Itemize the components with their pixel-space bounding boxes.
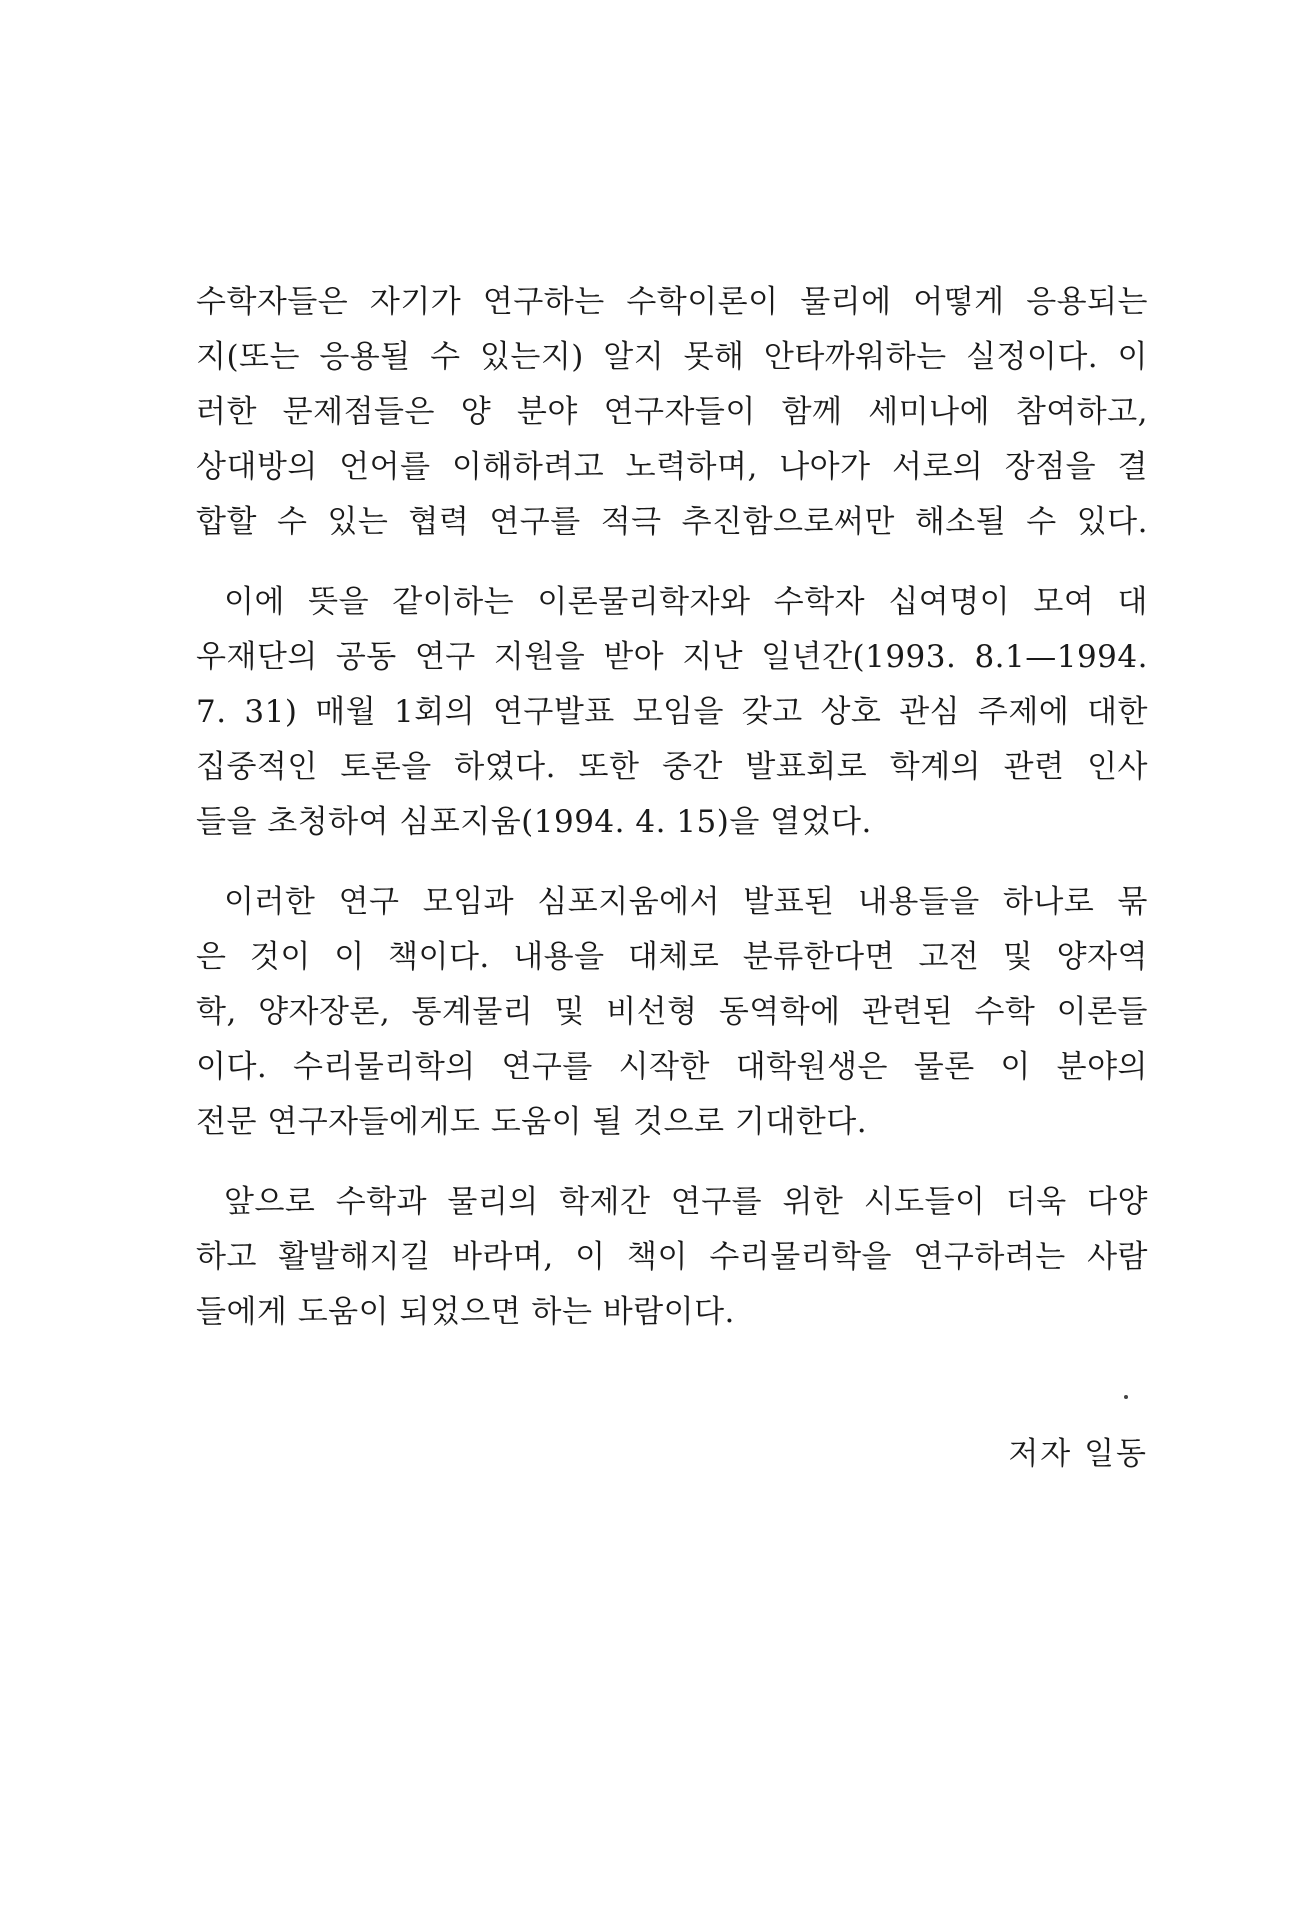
paragraph-1: [196, 275, 1148, 550]
paragraph-2: [196, 575, 1148, 850]
scan-speck: [1124, 1395, 1128, 1399]
text-line: 지(또는 응용될 수 있는지) 알지 못해 안타까워하는 실정이다. 이: [196, 339, 1148, 375]
text-line: 7. 31) 매월 1회의 연구발표 모임을 갖고 상호 관심 주제에 대한: [196, 694, 1148, 730]
text-line: 러한 문제점들은 양 분야 연구자들이 함께 세미나에 참여하고,: [196, 394, 1148, 430]
text-line: 상대방의 언어를 이해하려고 노력하며, 나아가 서로의 장점을 결: [196, 449, 1148, 485]
text-line: 전문 연구자들에게도 도움이 될 것으로 기대한다.: [196, 1104, 868, 1140]
text-line: 이에 뜻을 같이하는 이론물리학자와 수학자 십여명이 모여 대: [224, 584, 1148, 620]
text-line: 이러한 연구 모임과 심포지움에서 발표된 내용들을 하나로 묶: [224, 884, 1148, 920]
paragraph-4: [196, 1175, 1148, 1340]
text-line: 들을 초청하여 심포지움(1994. 4. 15)을 열었다.: [196, 804, 872, 840]
text-line: 수학자들은 자기가 연구하는 수학이론이 물리에 어떻게 응용되는: [196, 284, 1148, 320]
text-line: 집중적인 토론을 하였다. 또한 중간 발표회로 학계의 관련 인사: [196, 749, 1148, 785]
text-line: 우재단의 공동 연구 지원을 받아 지난 일년간(1993. 8.1—1994.: [196, 639, 1148, 675]
text-line: 합할 수 있는 협력 연구를 적극 추진함으로써만 해소될 수 있다.: [196, 504, 1148, 540]
text-line: 학, 양자장론, 통계물리 및 비선형 동역학에 관련된 수학 이론들: [196, 994, 1148, 1030]
text-line: 이다. 수리물리학의 연구를 시작한 대학원생은 물론 이 분야의: [196, 1049, 1148, 1085]
text-line: 하고 활발해지길 바라며, 이 책이 수리물리학을 연구하려는 사람: [196, 1239, 1148, 1275]
signature: 저자 일동: [1008, 1436, 1148, 1472]
text-line: 들에게 도움이 되었으면 하는 바람이다.: [196, 1294, 735, 1330]
paragraph-3: [196, 875, 1148, 1150]
text-line: 은 것이 이 책이다. 내용을 대체로 분류한다면 고전 및 양자역: [196, 939, 1148, 975]
text-line: 앞으로 수학과 물리의 학제간 연구를 위한 시도들이 더욱 다양: [224, 1184, 1148, 1220]
